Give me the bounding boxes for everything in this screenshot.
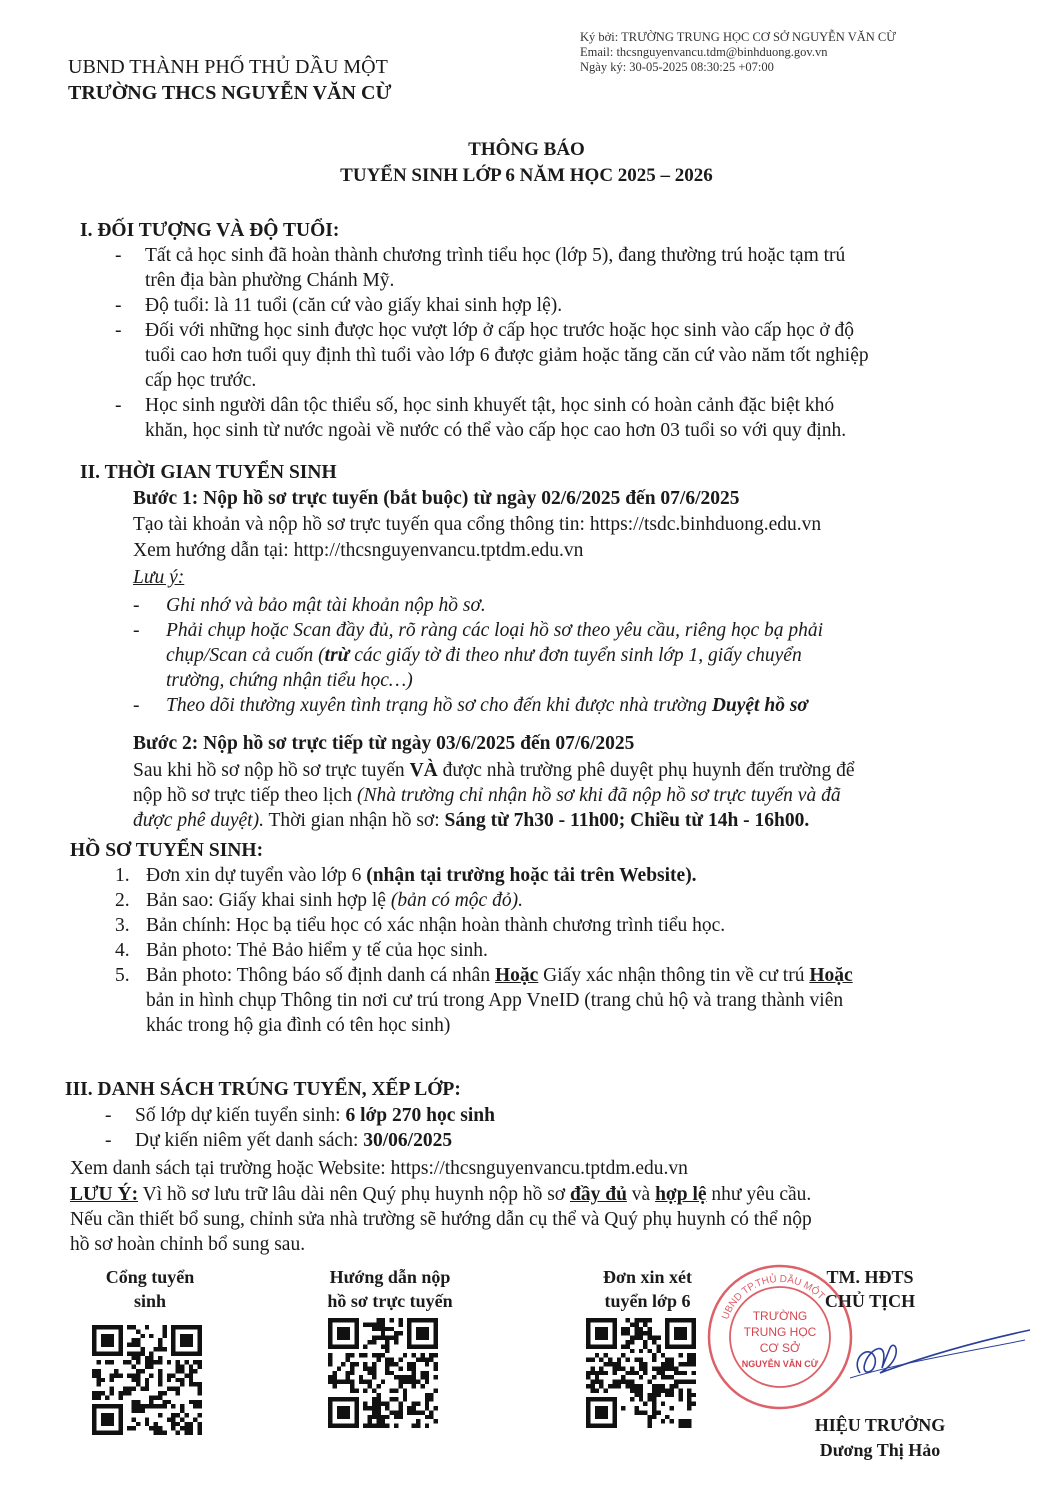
list-item: 5. Bản photo: Thông báo số định danh cá nhân Hoặc Giấy xác nhận thông tin về cư trú Hoặc bản in hình chụp Thông tin nơi cư trú trong App VneID (trang chủ hộ và trang thành viên khác trong hộ gia đình có tên học sinh) xyxy=(115,965,853,1036)
signer-name: Dương Thị Hảo xyxy=(819,1440,941,1460)
document-subtitle: TUYỂN SINH LỚP 6 NĂM HỌC 2025 – 2026 xyxy=(340,165,713,186)
section-3-list xyxy=(105,1103,805,1153)
svg-text:NGUYỄN VĂN CỪ: NGUYỄN VĂN CỪ xyxy=(741,1359,819,1369)
section-1-heading: I. ĐỐI TƯỢNG VÀ ĐỘ TUỔI: xyxy=(80,220,340,241)
signature-title: TM. HĐTS CHỦ TỊCH xyxy=(824,1267,916,1311)
list-item: - Theo dõi thường xuyên tình trạng hồ sơ cho đến khi được nhà trường Duyệt hồ sơ xyxy=(133,695,808,716)
section-1-list xyxy=(115,243,995,443)
authority-name: UBND THÀNH PHỐ THỦ DẦU MỘT xyxy=(68,56,388,78)
qr-label-portal: Cổng tuyển sinh xyxy=(105,1267,195,1311)
signed-email: Email: thcsnguyenvancu.tdm@binhduong.gov.vn xyxy=(580,45,828,59)
list-item: 2. Bản sao: Giấy khai sinh hợp lệ (bản có mộc đỏ). xyxy=(115,890,523,911)
document-header xyxy=(68,54,391,106)
qr-label-application: Đơn xin xét tuyển lớp 6 xyxy=(603,1267,692,1311)
qr-label-guide: Hướng dẫn nộp hồ sơ trực tuyến xyxy=(327,1267,453,1311)
qr-code-application[interactable] xyxy=(586,1318,696,1428)
signed-by: Ký bởi: TRƯỜNG TRUNG HỌC CƠ SỞ NGUYỄN VĂN CỪ xyxy=(580,30,896,44)
step-1-guide-link[interactable]: Xem hướng dẫn tại: http://thcsnguyenvancu.tptdm.edu.vn xyxy=(133,540,584,561)
dossier-heading: HỒ SƠ TUYỂN SINH: xyxy=(70,840,264,861)
notes-list xyxy=(133,593,1013,718)
results-website[interactable]: Xem danh sách tại trường hoặc Website: https://thcsnguyenvancu.tptdm.edu.vn xyxy=(70,1158,688,1179)
list-item: 4. Bản photo: Thẻ Bảo hiểm y tế của học sinh. xyxy=(115,940,488,961)
step-1-title: Bước 1: Nộp hồ sơ trực tuyến (bắt buộc) từ ngày 02/6/2025 đến 07/6/2025 xyxy=(133,488,740,509)
svg-text:CƠ SỞ: CƠ SỞ xyxy=(759,1341,801,1355)
list-item: - Độ tuổi: là 11 tuổi (căn cứ vào giấy khai sinh hợp lệ). xyxy=(115,295,563,316)
handwritten-signature xyxy=(820,1318,1035,1398)
list-item: - Đối với những học sinh được học vượt lớp ở cấp học trước hoặc học sinh vào cấp học ở độ tuổi cao hơn tuổi quy định thì tuổi vào lớp 6 được giảm hoặc tăng căn cứ vào năm tốt nghiệp cấp học trước. xyxy=(115,320,869,391)
signed-date: Ngày ký: 30-05-2025 08:30:25 +07:00 xyxy=(580,60,774,74)
list-item: - Tất cả học sinh đã hoàn thành chương trình tiểu học (lớp 5), đang thường trú hoặc tạm trú trên địa bàn phường Chánh Mỹ. xyxy=(115,245,846,291)
section-3-heading: III. DANH SÁCH TRÚNG TUYỂN, XẾP LỚP: xyxy=(65,1079,461,1100)
signer-position: HIỆU TRƯỞNG xyxy=(814,1415,946,1435)
school-name: TRƯỜNG THCS NGUYỄN VĂN CỪ xyxy=(68,82,392,104)
list-item: - Phải chụp hoặc Scan đầy đủ, rõ ràng các loại hồ sơ theo yêu cầu, riêng học bạ phải chụp/Scan cả cuốn (trừ các giấy tờ đi theo như đơn tuyển sinh lớp 1, giấy chuyển trường, chứng nhận tiểu học…) xyxy=(133,620,824,691)
final-note: LƯU Ý: Vì hồ sơ lưu trữ lâu dài nên Quý phụ huynh nộp hồ sơ đầy đủ và hợp lệ như yêu cầu. Nếu cần thiết bổ sung, chỉnh sửa nhà trường sẽ hướng dẫn cụ thể và Quý phụ huynh có thể nộp hồ sơ hoàn chỉnh bổ sung sau. xyxy=(70,1184,812,1255)
step-2-title: Bước 2: Nộp hồ sơ trực tiếp từ ngày 03/6/2025 đến 07/6/2025 xyxy=(133,733,635,754)
svg-text:TRUNG HỌC: TRUNG HỌC xyxy=(743,1325,817,1339)
list-item: - Học sinh người dân tộc thiểu số, học sinh khuyết tật, học sinh có hoàn cảnh đặc biệt khó khăn, học sinh từ nước ngoài về nước có thể vào cấp học cao hơn 03 tuổi so với quy định. xyxy=(115,395,847,441)
qr-code-guide[interactable] xyxy=(328,1318,438,1428)
list-item: - Số lớp dự kiến tuyển sinh: 6 lớp 270 học sinh xyxy=(105,1105,495,1126)
step-1-portal[interactable]: Tạo tài khoản và nộp hồ sơ trực tuyến qua cổng thông tin: https://tsdc.binhduong.edu.vn xyxy=(133,514,822,535)
dossier-list xyxy=(115,863,1015,1038)
svg-text:TRƯỜNG: TRƯỜNG xyxy=(752,1309,808,1323)
list-item: - Dự kiến niêm yết danh sách: 30/06/2025 xyxy=(105,1130,453,1151)
qr-code-portal[interactable] xyxy=(92,1325,202,1435)
digital-signature-block xyxy=(580,30,896,75)
svg-text:UBND TP.THỦ DẦU MỘT: UBND TP.THỦ DẦU MỘT xyxy=(720,1273,827,1322)
step-2-body: Sau khi hồ sơ nộp hồ sơ trực tuyến VÀ được nhà trường phê duyệt phụ huynh đến trường để nộp hồ sơ trực tiếp theo lịch (Nhà trường chỉ nhận hồ sơ khi đã nộp hồ sơ trực tuyến và đã được phê duyệt). Thời gian nhận hồ sơ: Sáng từ 7h30 - 11h00; Chiều từ 14h - 16h00. xyxy=(133,760,855,831)
list-item: - Ghi nhớ và bảo mật tài khoản nộp hồ sơ. xyxy=(133,595,486,616)
section-2-heading: II. THỜI GIAN TUYỂN SINH xyxy=(80,462,337,483)
list-item: 3. Bản chính: Học bạ tiểu học có xác nhận hoàn thành chương trình tiểu học. xyxy=(115,915,726,936)
document-title: THÔNG BÁO xyxy=(468,139,585,160)
list-item: 1. Đơn xin dự tuyển vào lớp 6 (nhận tại trường hoặc tải trên Website). xyxy=(115,865,697,886)
note-label: Lưu ý: xyxy=(133,567,185,588)
